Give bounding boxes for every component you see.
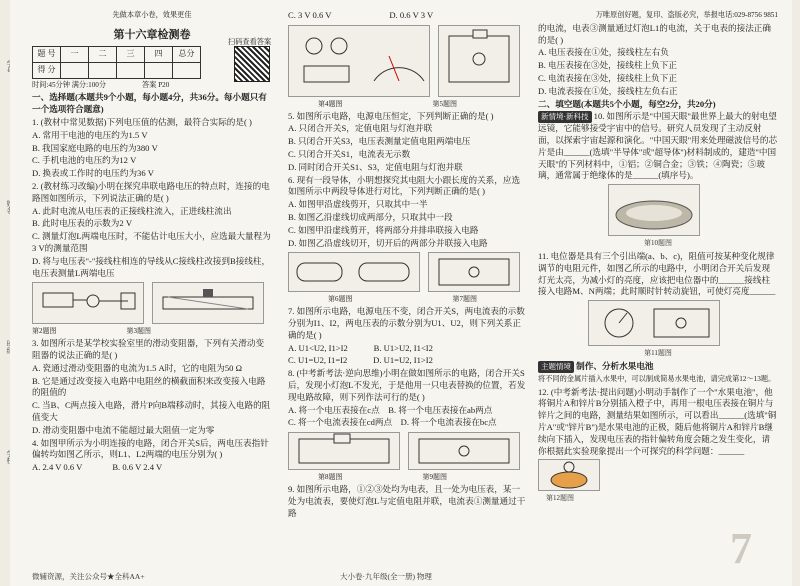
option[interactable]: A. 只闭合开关S，定值电阻与灯泡并联 bbox=[288, 123, 433, 134]
circuit-diagram-icon bbox=[429, 253, 519, 291]
radio-telescope-icon bbox=[609, 185, 699, 235]
option[interactable]: B. 0.6 V 2.4 V bbox=[112, 462, 163, 473]
question-6: 6. 现有一段导体，小明想探究其电阻大小跟长度的关系，应选如图所示中两段导体进行对比，下列判断正确的是( ) bbox=[288, 174, 521, 197]
option[interactable]: A. 如图甲沿虚线剪开，只取其中一半 bbox=[288, 199, 428, 210]
caption-fig4: 第4题图 bbox=[318, 99, 343, 108]
option[interactable]: B. 此时电压表的示数为2 V bbox=[32, 218, 133, 229]
exam-sheet bbox=[10, 0, 792, 586]
score-cell[interactable] bbox=[145, 62, 173, 78]
question-10-wrap bbox=[538, 111, 778, 182]
option-row bbox=[288, 405, 526, 417]
figure-8 bbox=[288, 432, 400, 470]
header-left-note: 先做本章小卷，效果更佳 bbox=[112, 11, 192, 19]
figure-2 bbox=[32, 282, 144, 324]
figure-3 bbox=[152, 282, 264, 324]
caption-fig12: 第12题图 bbox=[546, 494, 574, 503]
option[interactable]: C. 如图甲沿虚线剪开，将两部分并排串联接入电路 bbox=[288, 224, 479, 235]
option[interactable]: A. 2.4 V 0.6 V bbox=[32, 462, 83, 473]
option[interactable]: B. 电压表接在③处，接线柱上负下正 bbox=[538, 60, 677, 71]
option[interactable]: B. 它是通过改变接入电路中电阻丝的横截面积来改变接入电路的阻值的 bbox=[32, 375, 266, 398]
caption-fig11: 第11题图 bbox=[644, 349, 672, 358]
option[interactable]: A. 常用干电池的电压约为1.5 V bbox=[32, 129, 148, 140]
option[interactable]: C. 当B、C两点接入电路，滑片P向B端移动时，其接入电路的阻值变大 bbox=[32, 400, 271, 422]
option[interactable]: B. 只闭合开关S3，电压表测量定值电阻两端电压 bbox=[288, 136, 471, 147]
option[interactable]: D. U1=U2, I1>I2 bbox=[373, 355, 433, 366]
question-4: 4. 如图甲所示为小明连接的电路，闭合开关S后，两电压表指针偏转均如图乙所示，则L1、L2两端的电压分别为( ) bbox=[32, 437, 269, 460]
score-cell: 四 bbox=[145, 46, 173, 62]
option[interactable]: C. U1=U2, I1=I2 bbox=[288, 355, 348, 366]
option[interactable]: C. 只闭合开关S1，电流表无示数 bbox=[288, 148, 411, 159]
theme-tag: 主题情境 bbox=[538, 361, 574, 373]
question-3: 3. 如图所示是某学校实验室里的滑动变阻器，下列有关滑动变阻器的说法正确的是( ) bbox=[32, 338, 265, 360]
caption-fig5: 第5题图 bbox=[432, 99, 457, 108]
question-2: 2. (教材练习改编)小明在探究串联电路电压的特点时，连接的电路图如图所示，下列说法正确的是( ) bbox=[32, 180, 270, 203]
question-10: 10. 如图所示是"中国天眼"最世界上最大的射电望远镜，它能够接受宇宙中的信号。研究人员发现了主动反射面，以探索宇宙起源和演化。"中国天眼"用来处理磁波信号的芯片是由______(选填"半导体"或"超导体")材料制成的，建造"中国天眼"的下列材料中，①铝；②铜合金；③铁；④陶瓷；⑤玻璃，通常属于绝缘体的是______(填序号)。 bbox=[538, 111, 778, 181]
section-2-heading: 二、填空题(本题共5个小题，每空2分，共20分) bbox=[538, 98, 716, 109]
circuit-diagram-icon bbox=[33, 283, 143, 323]
figure-7 bbox=[428, 252, 520, 292]
circuit-diagram-icon bbox=[289, 433, 399, 469]
question-12: 12. (中考新考法·提出问题)小明动手制作了一个"水果电池"，他将铜片A和锌片B分别插入橙子中，再用一根电压表接在铜片与锌片之间的电路，测量结果如图所示，可以看出______(选填"铜片A"或"锌片B")是水果电池的正极，随后他将铜片A和锌片B继续向下插入，发现电压表的指针偏转角度会随之发生变化，请你根据此实验现象提出一个可探究的科学问题：______ bbox=[538, 386, 777, 456]
option[interactable]: D. 电流表接在①处，接线柱左负右正 bbox=[538, 85, 678, 96]
option[interactable]: B. 如图乙沿虚线切成两部分，只取其中一段 bbox=[288, 211, 453, 222]
rheostat-icon bbox=[153, 283, 263, 323]
option[interactable]: C. 3 V 0.6 V bbox=[288, 10, 332, 20]
caption-fig8: 第8题图 bbox=[318, 473, 343, 482]
question-9: 9. 如图所示电路，①②③处均为电表，且一处为电压表，某一处为电流表，要使灯泡L与定值电阻并联，电流表①测量通过干路 bbox=[288, 483, 526, 518]
option[interactable]: C. 手机电池的电压约为12 V bbox=[32, 155, 137, 166]
figure-11 bbox=[588, 300, 720, 346]
scan-label: 扫码查看答案 bbox=[228, 37, 272, 46]
question-5: 5. 如图所示电路，电源电压恒定，下列判断正确的是( ) bbox=[288, 110, 494, 121]
qr-code-icon[interactable] bbox=[234, 46, 270, 82]
option-row bbox=[288, 355, 526, 367]
score-cell: 二 bbox=[89, 46, 117, 62]
header-right-note: 万唯原创好题，复印、盗版必究，举报电话:029-8756 9851 bbox=[595, 11, 778, 19]
figure-9 bbox=[408, 432, 520, 470]
option[interactable]: C. 电流表接在③处，接线柱上负下正 bbox=[538, 72, 677, 83]
score-cell: 三 bbox=[117, 46, 145, 62]
score-cell: 得 分 bbox=[33, 62, 61, 78]
answer-ref: 答案 P20 bbox=[142, 80, 170, 89]
option[interactable]: B. 将一个电压表接在ab两点 bbox=[388, 404, 493, 415]
page-number: 7 bbox=[730, 524, 752, 573]
question-11: 11. 电位器是具有三个引出端(a、b、c)，阻值可按某种变化规律调节的电阻元件，如图乙所示的电路中，小明闭合开关后发现灯光太亮，为减小灯的亮度，应该把电位器中的______接线柱接入电路M、N两端；此时顺时针转动旋钮，可使灯亮度______ bbox=[538, 250, 776, 297]
caption-fig3: 第3题图 bbox=[126, 327, 151, 336]
voltmeter-circuit-icon bbox=[289, 26, 429, 96]
figure-12 bbox=[538, 459, 600, 491]
option-row bbox=[288, 417, 526, 429]
option[interactable]: D. 同时闭合开关S1、S3，定值电阻与灯泡并联 bbox=[288, 161, 463, 172]
score-cell: 一 bbox=[61, 46, 89, 62]
score-cell[interactable] bbox=[61, 62, 89, 78]
option[interactable]: D. 换表或工作时的电压约为36 V bbox=[32, 168, 154, 179]
question-8: 8. (中考新考法·逆向思维)小明在做如图所示的电路，闭合开关S后，发现小灯泡L不发光，于是他用一只电表替换的位置，若发现电路故障，则下列作法可行的是( ) bbox=[288, 368, 526, 402]
conductor-cylinder-icon bbox=[289, 253, 419, 291]
option[interactable]: A. 瓷通过滑动变阻器的电流为1.5 A时，它的电阻为50 Ω bbox=[32, 362, 243, 373]
option[interactable]: D. 将一个电流表接在bc点 bbox=[400, 417, 497, 428]
score-cell[interactable] bbox=[89, 62, 117, 78]
option[interactable]: A. 此时电流从电压表的正接线柱流入，正进线柱流出 bbox=[32, 205, 232, 216]
question-9-continued: 的电流，电表③测量通过灯泡L1的电流，关于电表的接法正确的是( ) bbox=[538, 22, 771, 45]
option[interactable]: B. U1>U2, I1<I2 bbox=[373, 342, 433, 353]
score-table bbox=[32, 46, 201, 79]
option[interactable]: D. 如图乙沿虚线切开，切开后的两部分并联接入电路 bbox=[288, 237, 488, 248]
column-right bbox=[538, 10, 778, 506]
caption-fig10: 第10题图 bbox=[644, 239, 672, 248]
caption-fig2: 第2题图 bbox=[32, 327, 57, 336]
figure-5 bbox=[438, 25, 520, 97]
footer-middle: 大小卷·九年级(全一册) 物理 bbox=[340, 572, 432, 581]
option-row bbox=[32, 462, 272, 474]
figure-4 bbox=[288, 25, 430, 97]
option[interactable]: C. 测量灯泡L两端电压时，不能估计电压大小，应选最大量程为3 V的测量范围 bbox=[32, 231, 271, 253]
option[interactable]: A. 将一个电压表接在c点 bbox=[288, 404, 380, 415]
question-7: 7. 如图所示电路，电源电压不变，闭合开关S，两电流表的示数分别为I1、I2，两电压表的示数分别为U1、U2，则下列关系正确的是( ) bbox=[288, 306, 525, 340]
option[interactable]: A. U1<U2, I1>I2 bbox=[288, 342, 348, 353]
caption-fig9: 第9题图 bbox=[422, 473, 447, 482]
footer-left: 微辅资源，关注公众号★全科AA+ bbox=[32, 572, 145, 581]
score-cell[interactable] bbox=[117, 62, 145, 78]
option[interactable]: B. 我国家庭电路的电压约为380 V bbox=[32, 142, 158, 153]
option[interactable]: A. 电压表接在①处，接线柱左右负 bbox=[538, 47, 669, 58]
section-1-heading: 一、选择题(本题共9个小题，每小题4分，共36分。每小题只有一个选项符合题意) bbox=[32, 92, 267, 115]
circuit-diagram-icon bbox=[439, 26, 519, 96]
option[interactable]: C. 将一个电流表接在cd两点 bbox=[288, 417, 393, 428]
exam-time: 时间:45分钟 满分:100分 bbox=[32, 80, 107, 89]
figure-10 bbox=[608, 184, 700, 236]
fruit-battery-icon bbox=[539, 460, 599, 490]
score-cell: 题 号 bbox=[33, 46, 61, 62]
option-row bbox=[288, 10, 526, 22]
option[interactable]: D. 滑动变阻器中电流不能超过最大阻值一定为零 bbox=[32, 424, 215, 435]
option-row bbox=[288, 343, 526, 355]
question-1: 1. (教材中常见数据)下列电压值的估测，最符合实际的是( ) bbox=[32, 116, 252, 127]
option[interactable]: D. 将与电压表"-"接线柱相连的导线从C接线柱改接到B接线柱，电压表测量L两端电压 bbox=[32, 255, 271, 278]
theme-title: 制作、分析水果电池 bbox=[576, 360, 654, 371]
column-left bbox=[32, 10, 272, 475]
potentiometer-icon bbox=[589, 301, 719, 345]
option[interactable]: D. 0.6 V 3 V bbox=[389, 10, 434, 20]
theme-banner bbox=[538, 361, 778, 373]
caption-fig7: 第7题图 bbox=[452, 295, 477, 304]
score-cell[interactable] bbox=[173, 62, 201, 78]
figure-6 bbox=[288, 252, 420, 292]
theme-intro: 将不同的金属片插入水果中，可以制成简易水果电池，请完成第12～13题。 bbox=[538, 374, 776, 383]
caption-fig6: 第6题图 bbox=[328, 295, 353, 304]
tag-badge: 新情境·新科技 bbox=[538, 111, 592, 123]
circuit-diagram-icon bbox=[409, 433, 519, 469]
column-middle bbox=[288, 10, 526, 520]
page-title: 第十六章检测卷 bbox=[113, 28, 191, 41]
score-cell: 总分 bbox=[173, 46, 201, 62]
